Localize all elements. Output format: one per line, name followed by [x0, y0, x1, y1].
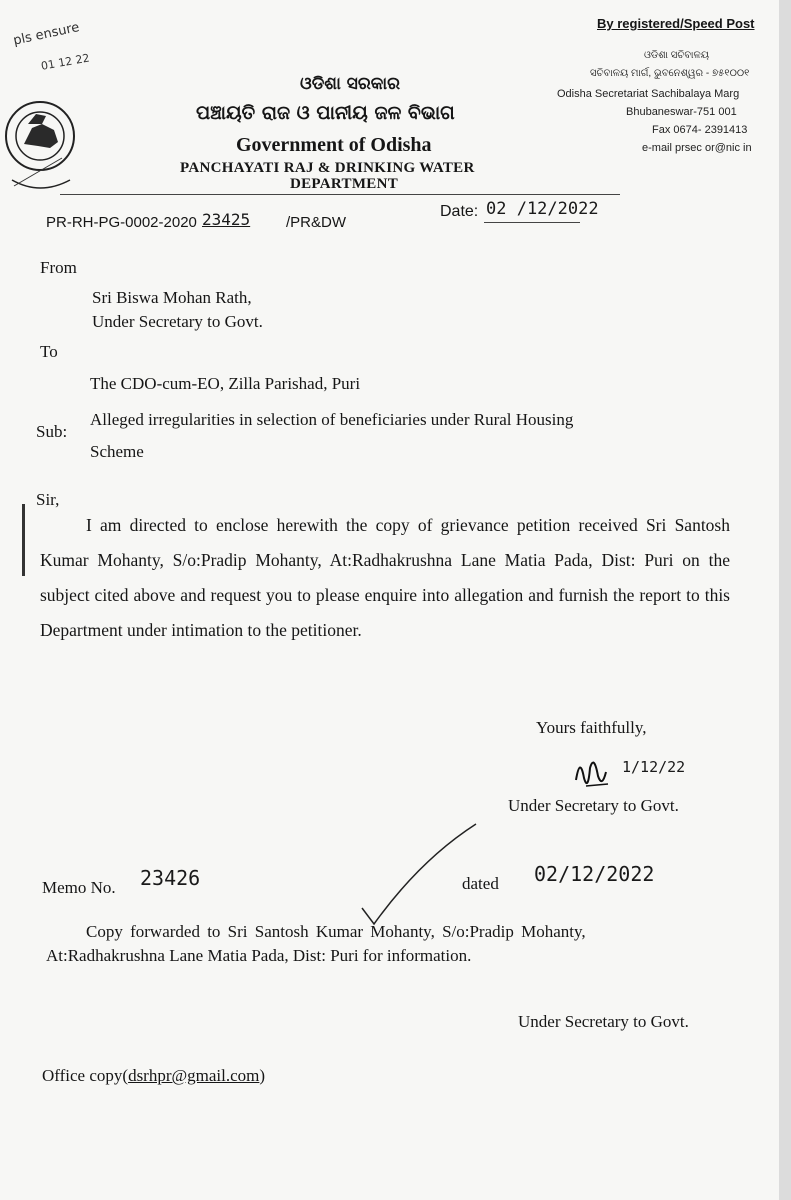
margin-mark: [22, 504, 25, 576]
from-name: Sri Biswa Mohan Rath,: [92, 288, 252, 307]
odia-department-title: ପଞ୍ଚାୟତି ରାଜ ଓ ପାନୀୟ ଜଳ ବିଭାଗ: [196, 102, 455, 124]
address-odia-line1: ଓଡିଶା ସଚିବାଳୟ: [644, 50, 709, 61]
address-line2: Bhubaneswar-751 001: [626, 106, 737, 118]
department-title-line2: DEPARTMENT: [290, 176, 399, 192]
reference-prefix: PR-RH-PG-0002-2020: [46, 214, 197, 231]
to-name: The CDO-cum-EO, Zilla Parishad, Puri: [90, 374, 361, 393]
dated-value: 02/12/2022: [534, 862, 655, 886]
copy-forward-line1: Copy forwarded to Sri Santosh Kumar Mohanty, S/o:Pradip Mohanty,: [86, 922, 586, 941]
odia-government-title: ଓଡିଶା ସରକାର: [300, 74, 401, 94]
reference-suffix: /PR&DW: [286, 214, 346, 231]
odisha-emblem-icon: [2, 84, 80, 196]
address-odia-line2: ସଚିବାଳୟ ମାର୍ଗ, ଭୁବନେଶ୍ୱର - ୭୫୧୦୦୧: [590, 68, 750, 79]
reference-number: 23425: [202, 210, 251, 229]
dated-label: dated: [462, 874, 499, 893]
handwritten-note: pls ensure: [12, 20, 81, 49]
subject-line2: Scheme: [90, 442, 144, 461]
email-address: e-mail prsec or@nic in: [642, 142, 752, 154]
memo-signatory: Under Secretary to Govt.: [518, 1012, 689, 1031]
office-copy: [42, 1066, 265, 1086]
memo-number: 23426: [140, 866, 201, 890]
to-label: To: [40, 342, 58, 361]
post-mode: By registered/Speed Post: [597, 16, 755, 31]
from-designation: Under Secretary to Govt.: [92, 312, 263, 331]
copy-forward-line2: At:Radhakrushna Lane Matia Pada, Dist: Puri for information.: [46, 946, 472, 965]
subject-line1: Alleged irregularities in selection of beneficiaries under Rural Housing: [90, 410, 574, 429]
office-copy-prefix: Office copy(: [42, 1066, 129, 1085]
from-label: From: [40, 258, 77, 277]
header-divider: [60, 194, 620, 195]
date-value: 02 /12/2022: [486, 199, 599, 219]
handwritten-note-date: 01 12 22: [40, 51, 91, 73]
memo-label: Memo No.: [42, 878, 116, 897]
government-title: Government of Odisha: [236, 134, 432, 156]
address-line1: Odisha Secretariat Sachibalaya Marg: [557, 88, 740, 100]
body-paragraph: I am directed to enclose herewith the copy of grievance petition received Sri Santosh Kumar Mohanty, S/o:Pradip Mohanty, At:Radhakrushna Lane Matia Pada, Dist: Puri on the subject cited above and request you to please enquire into allegation and furnish the report to this Department under intimation to the petitioner.: [40, 515, 730, 640]
signature-date: 1/12/22: [622, 758, 686, 776]
signatory: Under Secretary to Govt.: [508, 796, 679, 815]
salutation: Sir,: [36, 490, 60, 509]
department-title-line1: PANCHAYATI RAJ & DRINKING WATER: [180, 160, 475, 176]
closing: Yours faithfully,: [536, 718, 647, 737]
date-underline: [484, 222, 580, 223]
fax-number: Fax 0674- 2391413: [652, 124, 748, 136]
date-label: Date:: [440, 203, 479, 220]
letter-body: [40, 508, 730, 648]
subject-label: Sub:: [36, 422, 68, 441]
office-copy-suffix: ): [259, 1066, 266, 1085]
office-copy-email[interactable]: dsrhpr@gmail.com: [128, 1066, 260, 1085]
